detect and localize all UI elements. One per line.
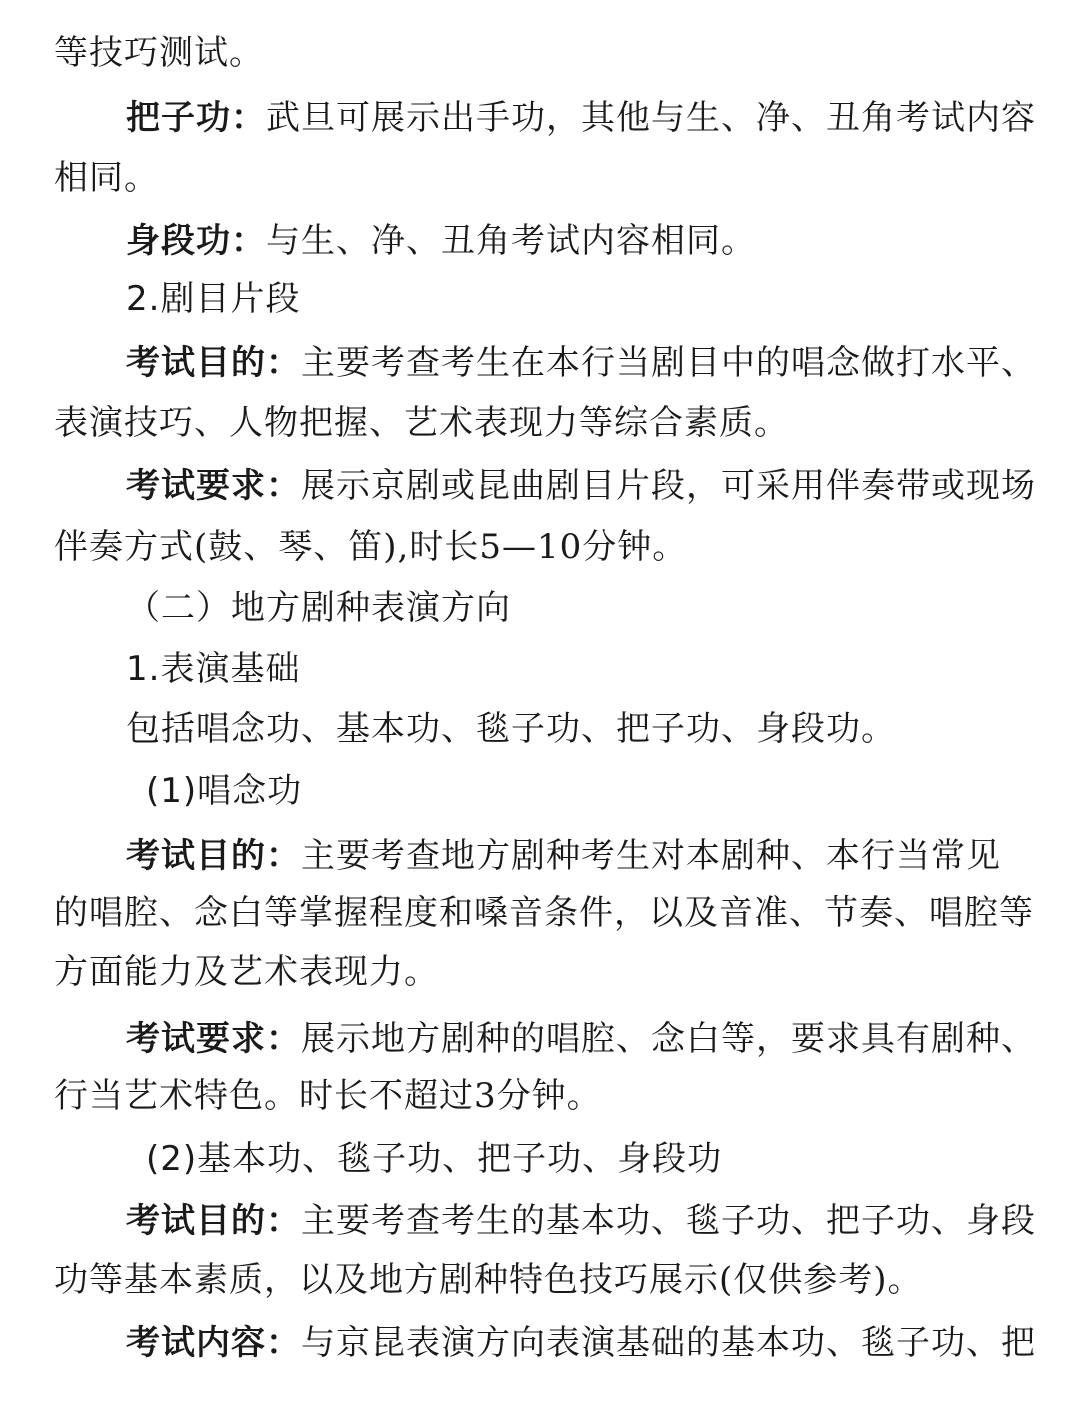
paragraph-line xyxy=(0,524,1080,570)
section-heading xyxy=(0,646,1080,692)
term-label: 把子功： xyxy=(126,98,266,138)
body-text: 主要考查考生在本行当剧目中的唱念做打水平、 xyxy=(301,343,1036,383)
paragraph-line xyxy=(0,1198,1080,1244)
paragraph-line xyxy=(0,890,1080,936)
body-text: 相同。 xyxy=(54,158,159,198)
section-heading xyxy=(0,585,1080,631)
body-text: 主要考查考生的基本功、毯子功、把子功、身段 xyxy=(301,1201,1036,1241)
body-text: 与京昆表演方向表演基础的基本功、毯子功、把 xyxy=(301,1323,1036,1363)
body-text: 展示地方剧种的唱腔、念白等，要求具有剧种、 xyxy=(301,1019,1036,1059)
body-text: 与生、净、丑角考试内容相同。 xyxy=(266,221,756,261)
body-text: 等技巧测试。 xyxy=(54,33,264,73)
term-label: 考试目的： xyxy=(126,343,301,383)
paragraph-line xyxy=(0,706,1080,752)
paragraph-line xyxy=(0,1073,1080,1119)
term-label: 身段功： xyxy=(126,221,266,261)
paragraph-line xyxy=(0,30,1080,76)
heading-text: （二）地方剧种表演方向 xyxy=(126,588,511,628)
body-text: 包括唱念功、基本功、毯子功、把子功、身段功。 xyxy=(126,709,896,749)
heading-text: (1)唱念功 xyxy=(146,771,303,811)
heading-text: 1.表演基础 xyxy=(126,649,301,689)
term-label: 考试要求： xyxy=(126,466,301,506)
paragraph-line xyxy=(0,155,1080,201)
body-text: 方面能力及艺术表现力。 xyxy=(54,952,439,992)
term-label: 考试要求： xyxy=(126,1019,301,1059)
paragraph-line xyxy=(0,1016,1080,1062)
paragraph-line xyxy=(0,463,1080,509)
body-text: 展示京剧或昆曲剧目片段，可采用伴奏带或现场 xyxy=(301,466,1036,506)
body-text: 伴奏方式(鼓、琴、笛),时长5—10分钟。 xyxy=(54,527,688,567)
body-text: 表演技巧、人物把握、艺术表现力等综合素质。 xyxy=(54,403,789,443)
paragraph-line xyxy=(0,340,1080,386)
paragraph-line xyxy=(0,400,1080,446)
term-label: 考试目的： xyxy=(126,836,301,876)
body-text: 主要考查地方剧种考生对本剧种、本行当常见 xyxy=(301,836,1001,876)
paragraph-line xyxy=(0,1320,1080,1366)
body-text: 功等基本素质，以及地方剧种特色技巧展示(仅供参考)。 xyxy=(54,1260,923,1300)
section-heading xyxy=(0,276,1080,322)
heading-text: 2.剧目片段 xyxy=(126,279,301,319)
paragraph-line xyxy=(0,1257,1080,1303)
body-text: 的唱腔、念白等掌握程度和嗓音条件，以及音准、节奏、唱腔等 xyxy=(54,893,1034,933)
paragraph-line xyxy=(0,95,1080,141)
term-label: 考试内容： xyxy=(126,1323,301,1363)
body-text: 行当艺术特色。时长不超过3分钟。 xyxy=(54,1076,602,1116)
paragraph-line xyxy=(0,833,1080,879)
subsection-heading xyxy=(0,1136,1080,1182)
subsection-heading xyxy=(0,768,1080,814)
body-text: 武旦可展示出手功，其他与生、净、丑角考试内容 xyxy=(266,98,1036,138)
paragraph-line xyxy=(0,218,1080,264)
heading-text: (2)基本功、毯子功、把子功、身段功 xyxy=(146,1139,723,1179)
term-label: 考试目的： xyxy=(126,1201,301,1241)
paragraph-line xyxy=(0,949,1080,995)
